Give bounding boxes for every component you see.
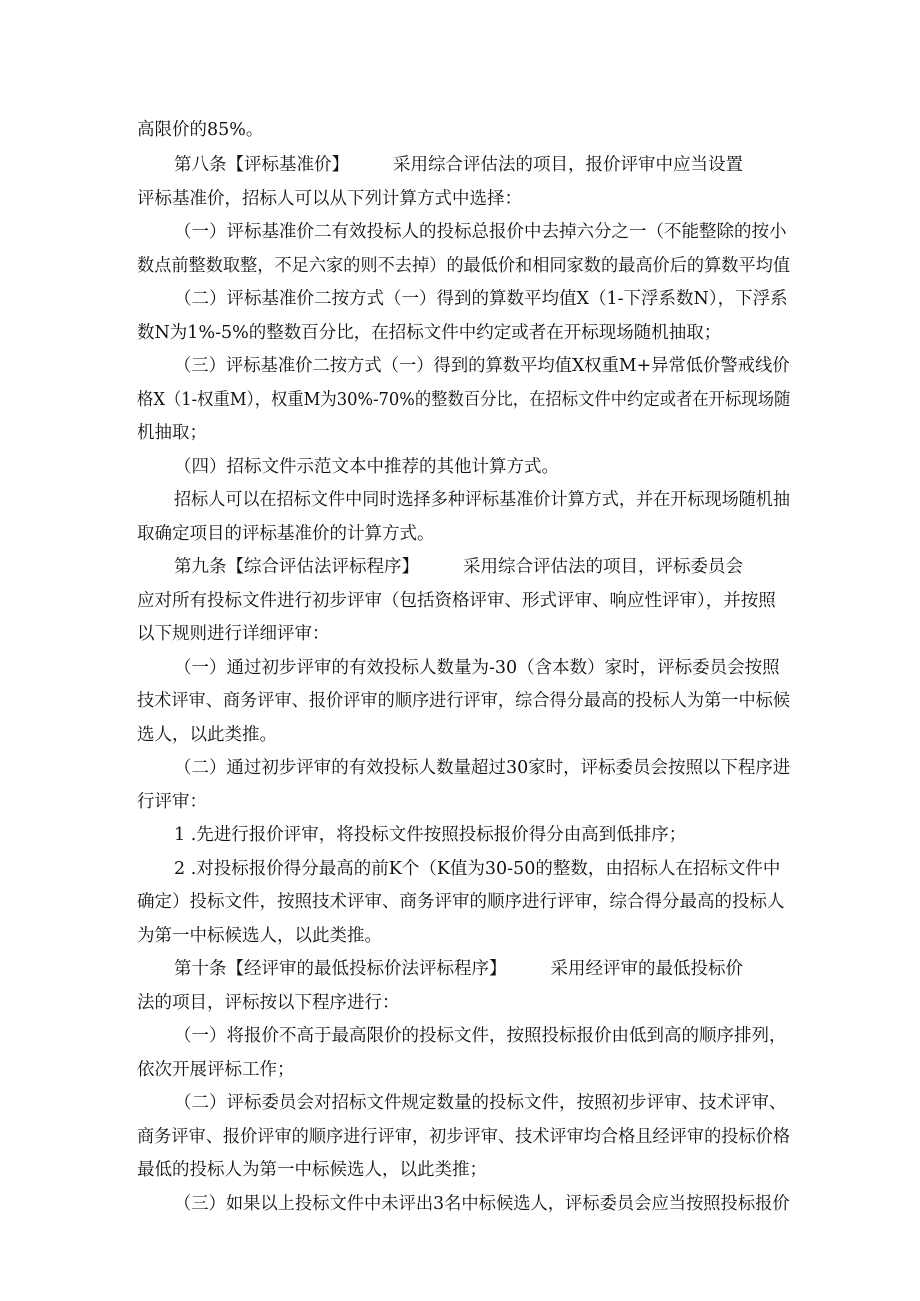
article-8-heading [174, 153, 743, 177]
article-lead: 采用综合评估法的项目，报价评审中应当设置 [393, 155, 743, 175]
text-line: （三）如果以上投标文件中未评出3名中标候选人，评标委员会应当按照投标报价 [174, 1194, 790, 1214]
text-line: 应对所有投标文件进行初步评审（包括资格评审、形式评审、响应性评审），并按照 [137, 591, 776, 611]
text-line: 2 .对投标报价得分最高的前K个（K值为30-50的整数，由招标人在招标文件中 [174, 859, 781, 879]
article-lead: 采用经评审的最低投标价 [550, 959, 743, 979]
text-line: （二）评标基准价二按方式（一）得到的算数平均值X（1-下浮系数N），下浮系 [174, 289, 788, 309]
article-lead: 采用综合评估法的项目，评标委员会 [463, 557, 743, 577]
text-line: 格X（1-权重M），权重M为30%-70%的整数百分比，在招标文件中约定或者在开标现场随 [137, 390, 791, 410]
text-line: （一）通过初步评审的有效投标人数量为-30（含本数）家时，评标委员会按照 [174, 658, 780, 678]
text-line: 选人，以此类推。 [137, 725, 277, 745]
text-line: 依次开展评标工作； [137, 1060, 295, 1080]
text-line: 最低的投标人为第一中标候选人，以此类推； [137, 1160, 487, 1180]
text-line: 确定）投标文件，按照技术评审、商务评审的顺序进行评审，综合得分最高的投标人 [137, 892, 785, 912]
text-line: （三）评标基准价二按方式（一）得到的算数平均值X权重M+异常低价警戒线价 [174, 356, 790, 376]
text-line: 为第一中标候选人，以此类推。 [137, 926, 382, 946]
text-line: （四）招标文件示范文本中推荐的其他计算方式。 [174, 457, 559, 477]
text-line: （一）将报价不高于最高限价的投标文件，按照投标报价由低到高的顺序排列， [174, 1026, 787, 1046]
article-9-heading [174, 555, 743, 579]
text-line: 取确定项目的评标基准价的计算方式。 [137, 524, 435, 544]
text-line: 评标基准价，招标人可以从下列计算方式中选择： [137, 189, 522, 209]
text-line: 以下规则进行详细评审： [137, 624, 330, 644]
text-line: 高限价的85%。 [137, 120, 264, 140]
text-line: （二）通过初步评审的有效投标人数量超过30家时，评标委员会按照以下程序进 [174, 758, 791, 778]
text-line: 行评审： [137, 792, 207, 812]
text-line: 技术评审、商务评审、报价评审的顺序进行评审，综合得分最高的投标人为第一中标候 [137, 691, 791, 711]
text-line: （二）评标委员会对招标文件规定数量的投标文件，按照初步评审、技术评审、 [174, 1093, 787, 1113]
article-title: 第八条【评标基准价】 [174, 155, 349, 175]
text-line: 数N为1%-5%的整数百分比，在招标文件中约定或者在开标现场随机抽取； [137, 323, 722, 343]
text-line: 1 .先进行报价评审，将投标文件按照投标报价得分由高到低排序； [174, 825, 687, 845]
text-line: 招标人可以在招标文件中同时选择多种评标基准价计算方式，并在开标现场随机抽 [174, 490, 791, 510]
article-title: 第十条【经评审的最低投标价法评标程序】 [174, 959, 507, 979]
text-line: 商务评审、报价评审的顺序进行评审，初步评审、技术评审均合格且经评审的投标价格 [137, 1127, 791, 1147]
text-line: （一）评标基准价二有效投标人的投标总报价中去掉六分之一（不能整除的按小 [174, 222, 787, 242]
text-line: 机抽取； [137, 423, 207, 443]
article-title: 第九条【综合评估法评标程序】 [174, 557, 419, 577]
text-line: 数点前整数取整，不足六家的则不去掉）的最低价和相同家数的最高价后的算数平均值 [137, 256, 791, 276]
text-line: 法的项目，评标按以下程序进行： [137, 993, 400, 1013]
article-10-heading [174, 957, 743, 981]
